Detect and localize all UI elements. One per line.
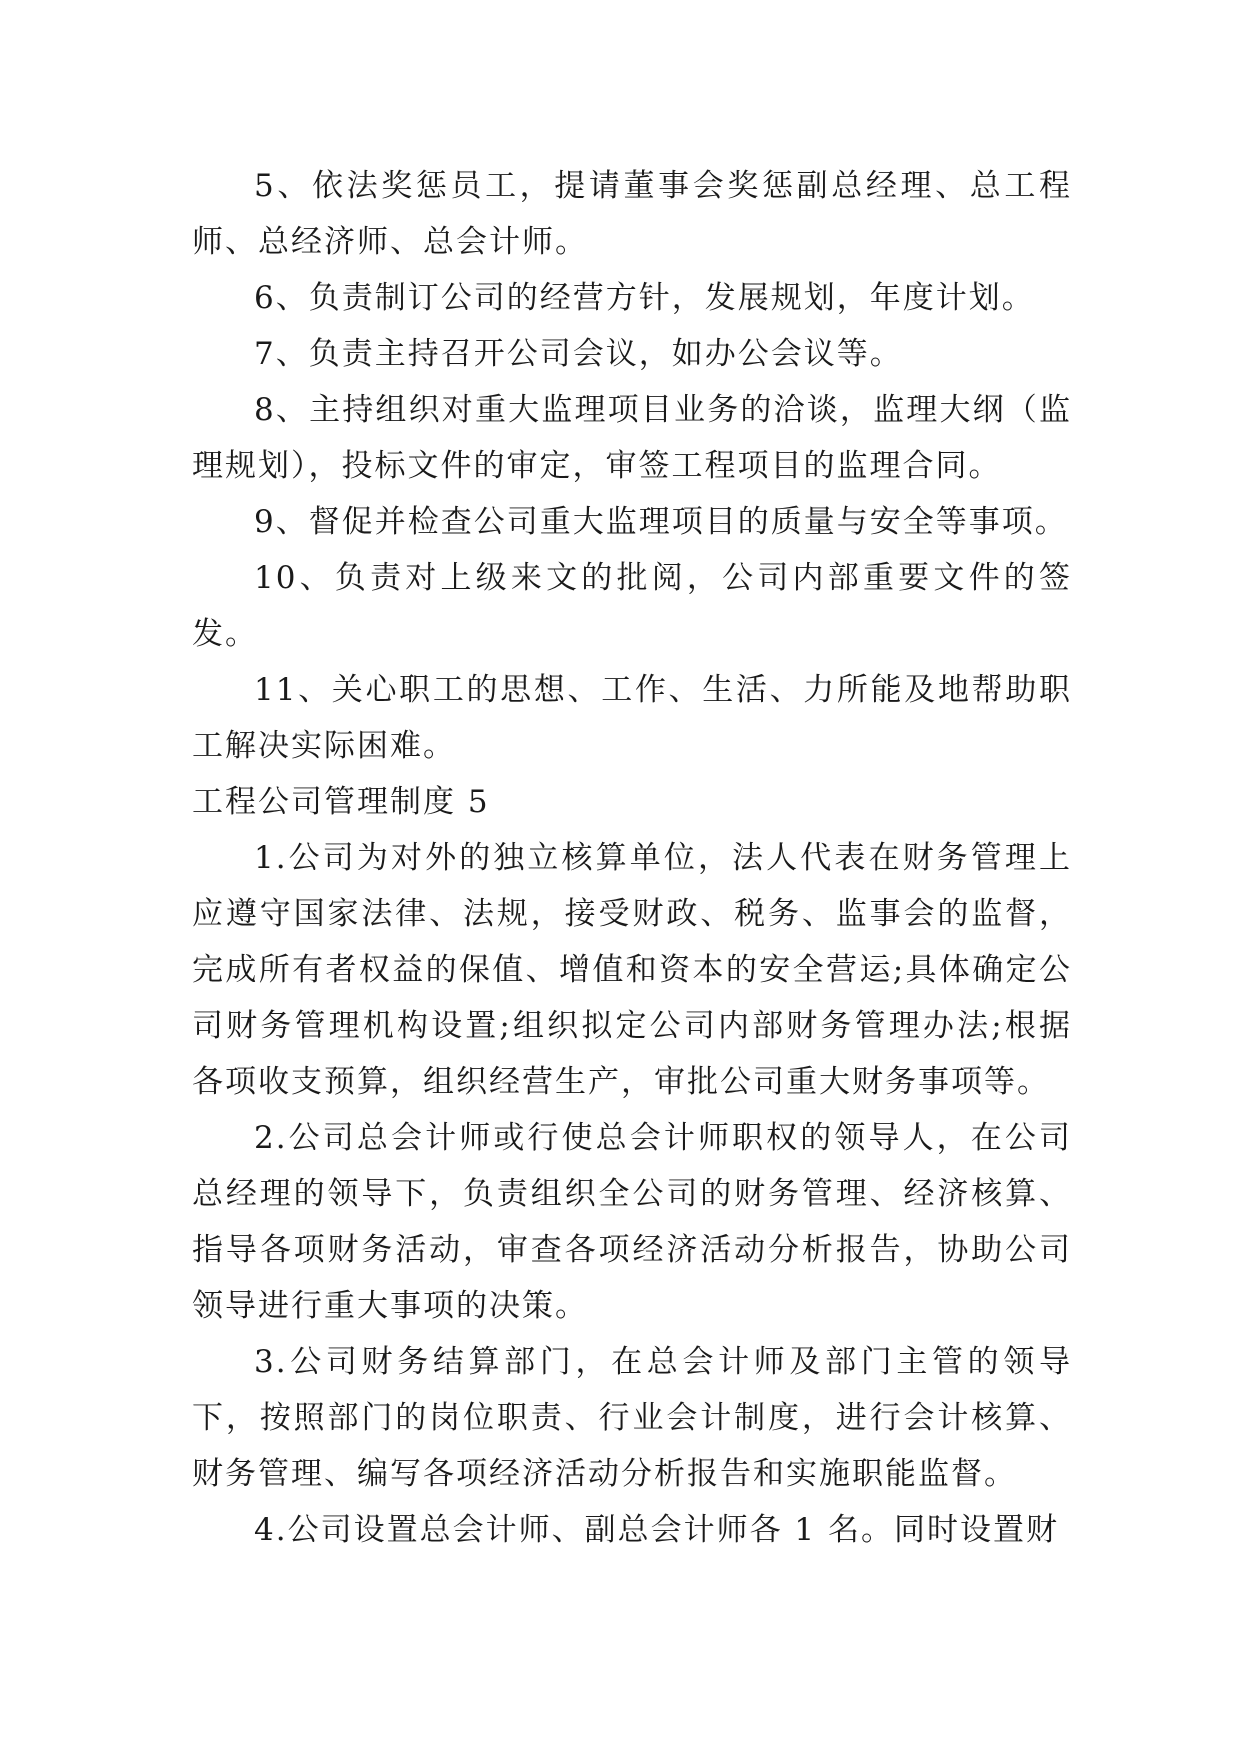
paragraph-6: 6、负责制订公司的经营方针，发展规划，年度计划。 bbox=[254, 280, 1035, 316]
clause-3: 3.公司财务结算部门，在总会计师及部门主管的领导下，按照部门的岗位职责、行业会计制度，进行会计核算、财务管理、编写各项经济活动分析报告和实施职能监督。 bbox=[192, 1344, 1072, 1492]
clause-4: 4.公司设置总会计师、副总会计师各 1 名。同时设置财 bbox=[254, 1512, 1060, 1548]
section-title: 工程公司管理制度 5 bbox=[192, 784, 490, 820]
paragraph-11: 11、关心职工的思想、工作、生活、力所能及地帮助职工解决实际困难。 bbox=[192, 672, 1072, 764]
paragraph-9: 9、督促并检查公司重大监理项目的质量与安全等事项。 bbox=[254, 504, 1068, 540]
paragraph-7: 7、负责主持召开公司会议，如办公会议等。 bbox=[254, 336, 903, 372]
clause-2: 2.公司总会计师或行使总会计师职权的领导人，在公司总经理的领导下，负责组织全公司的财务管理、经济核算、指导各项财务活动，审查各项经济活动分析报告，协助公司领导进行重大事项的决策。 bbox=[192, 1120, 1072, 1324]
clause-1: 1.公司为对外的独立核算单位，法人代表在财务管理上应遵守国家法律、法规，接受财政、税务、监事会的监督，完成所有者权益的保值、增值和资本的安全营运;具体确定公司财务管理机构设置;组织拟定公司内部财务管理办法;根据各项收支预算，组织经营生产，审批公司重大财务事项等。 bbox=[192, 840, 1072, 1100]
paragraph-10: 10、负责对上级来文的批阅，公司内部重要文件的签发。 bbox=[192, 560, 1072, 652]
paragraph-5: 5、依法奖惩员工，提请董事会奖惩副总经理、总工程师、总经济师、总会计师。 bbox=[192, 168, 1072, 260]
paragraph-8: 8、主持组织对重大监理项目业务的洽谈，监理大纲（监理规划），投标文件的审定，审签工程项目的监理合同。 bbox=[192, 392, 1072, 484]
document-page bbox=[192, 158, 1072, 1558]
